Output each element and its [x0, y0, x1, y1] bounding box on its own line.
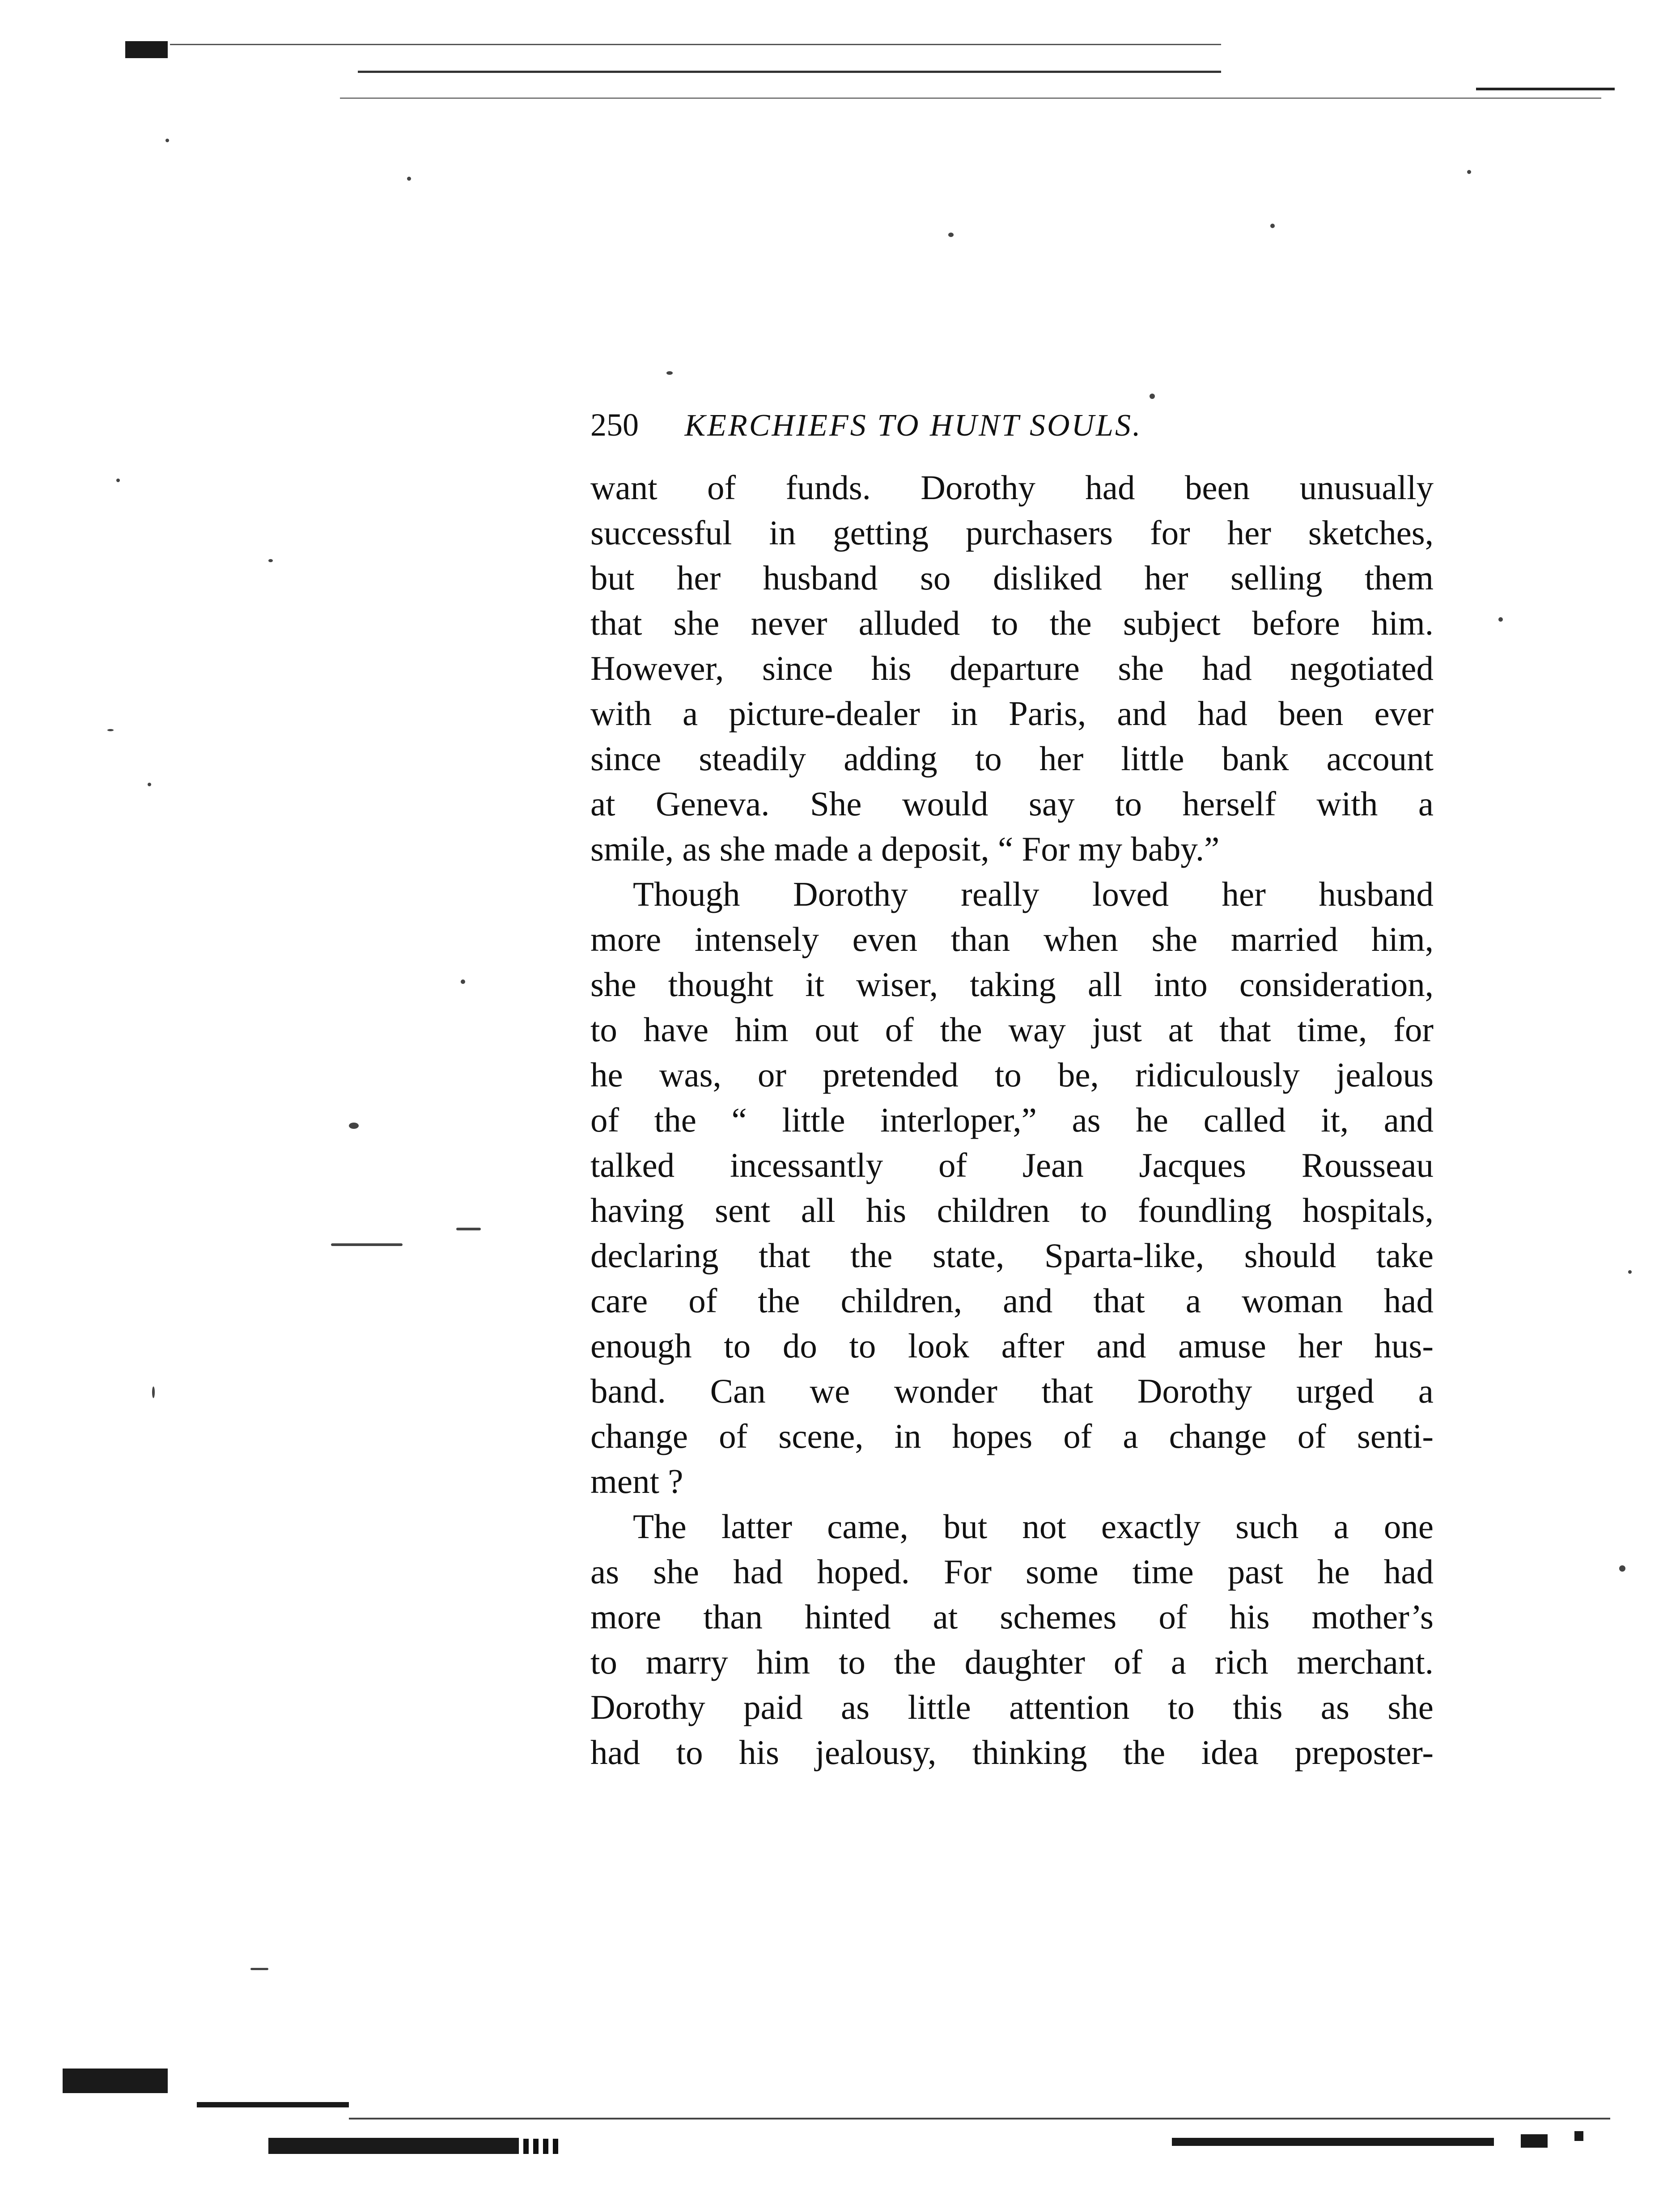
running-title: KERCHIEFS TO HUNT SOULS. [684, 408, 1142, 443]
scan-speck [331, 1243, 403, 1246]
scan-speck [152, 1386, 155, 1398]
scan-speck [407, 177, 411, 181]
scan-speck [1270, 224, 1275, 228]
scan-line-bottom-1 [197, 2102, 349, 2107]
text-line: that she never alluded to the subject before him. [590, 604, 1434, 642]
scan-line-top-1 [170, 44, 1221, 45]
scan-speck [948, 233, 954, 237]
scan-speck [1467, 170, 1471, 174]
running-header [590, 405, 1440, 445]
text-line: as she had hoped. For some time past he had [590, 1552, 1434, 1591]
scan-speck [107, 729, 114, 731]
scan-speck [349, 1123, 359, 1129]
text-line: The latter came, but not exactly such a one [633, 1507, 1434, 1546]
text-line: successful in getting purchasers for her sketches, [590, 513, 1434, 552]
text-line: of the “ little interloper,” as he called it, and [590, 1101, 1434, 1139]
scan-speck [1619, 1565, 1625, 1572]
scan-speck [1498, 617, 1503, 622]
scan-bar-bottom-left [268, 2138, 519, 2154]
text-line: change of scene, in hopes of a change of senti- [590, 1417, 1434, 1455]
text-line: care of the children, and that a woman had [590, 1281, 1434, 1320]
scan-bar-bottom-right [1172, 2138, 1494, 2146]
text-line: want of funds. Dorothy had been unusually [590, 468, 1434, 507]
scan-mark-bottom-right [1521, 2134, 1548, 2148]
page-number: 250 [590, 407, 639, 443]
text-line: at Geneva. She would say to herself with a [590, 784, 1434, 823]
text-line: to have him out of the way just at that time, for [590, 1010, 1434, 1049]
scan-mark-bottom-right-2 [1574, 2131, 1583, 2141]
text-line: he was, or pretended to be, ridiculously jealous [590, 1055, 1434, 1094]
body-text [590, 465, 1434, 1775]
scan-speck [148, 783, 151, 786]
scan-speck [116, 479, 120, 482]
text-line: Though Dorothy really loved her husband [633, 875, 1434, 913]
text-line: with a picture-dealer in Paris, and had been ever [590, 694, 1434, 733]
scan-speck [1150, 394, 1155, 399]
scan-speck [268, 559, 273, 562]
scan-edge-mark-bottom-left [63, 2069, 168, 2093]
text-line: more intensely even than when she married him, [590, 920, 1434, 958]
text-line: talked incessantly of Jean Jacques Rousseau [590, 1146, 1434, 1184]
text-line: However, since his departure she had negotiated [590, 649, 1434, 687]
scan-speck [1628, 1270, 1632, 1274]
text-line: having sent all his children to foundling hospitals, [590, 1191, 1434, 1229]
text-line: enough to do to look after and amuse her hus- [590, 1327, 1434, 1365]
scan-line-top-3 [340, 97, 1601, 99]
text-line: to marry him to the daughter of a rich merchant. [590, 1643, 1434, 1681]
text-line: declaring that the state, Sparta-like, should take [590, 1236, 1434, 1275]
text-line: smile, as she made a deposit, “ For my baby.” [590, 830, 1220, 868]
text-line: Dorothy paid as little attention to this as she [590, 1688, 1434, 1726]
text-line: band. Can we wonder that Dorothy urged a [590, 1372, 1434, 1410]
scan-speck [456, 1228, 481, 1230]
scan-line-top-2 [358, 71, 1221, 73]
scan-speck [250, 1968, 268, 1970]
scan-speck [666, 371, 673, 375]
scan-bar-bottom-ticks [523, 2139, 559, 2154]
text-line: but her husband so disliked her selling them [590, 559, 1434, 597]
text-line: more than hinted at schemes of his mother’s [590, 1598, 1434, 1636]
text-line: ment ? [590, 1462, 683, 1501]
text-line: she thought it wiser, taking all into consideration, [590, 965, 1434, 1004]
scan-speck [461, 979, 465, 984]
scan-line-bottom-2 [349, 2118, 1610, 2119]
scan-speck [165, 139, 169, 142]
text-line: had to his jealousy, thinking the idea preposter- [590, 1733, 1434, 1772]
text-line: since steadily adding to her little bank account [590, 739, 1434, 778]
scan-edge-mark-top-left [125, 41, 168, 58]
scan-line-top-4 [1476, 88, 1615, 90]
